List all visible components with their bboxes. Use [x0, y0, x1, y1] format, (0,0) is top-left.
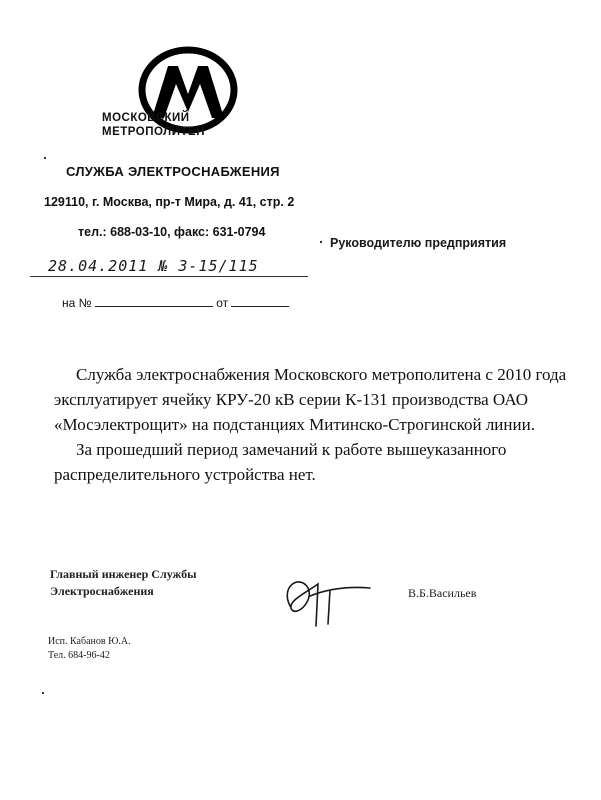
body-paragraph-2: За прошедший период замечаний к работе вышеуказанного распределительного устройства нет.: [54, 440, 507, 484]
service-name: СЛУЖБА ЭЛЕКТРОСНАБЖЕНИЯ: [66, 164, 280, 179]
address: 129110, г. Москва, пр-т Мира, д. 41, стр. 2: [44, 195, 295, 209]
executor-name: Исп. Кабанов Ю.А.: [48, 636, 131, 647]
scan-speck: [42, 692, 44, 694]
reference-underline: [30, 276, 308, 277]
incoming-reference-line: [62, 294, 289, 310]
executor-phone: Тел. 684-96-42: [48, 650, 110, 661]
signer-title-line2: Электроснабжения: [50, 584, 154, 598]
from-date-label: от: [216, 296, 229, 310]
letter-body: [54, 362, 574, 487]
scan-speck: [44, 157, 46, 159]
org-name-line2: МЕТРОПОЛИТЕН: [102, 126, 205, 138]
body-paragraph-1: Служба электроснабжения Московского метрополитена с 2010 года эксплуатирует ячейку КРУ-20 кВ серии К-131 производства ОАО «Мосэлектрощит» на подстанциях Митинско-Строгинской линии.: [54, 365, 567, 434]
outgoing-reference-handwritten: 28.04.2011 № 3-15/115: [48, 257, 259, 275]
on-number-label: на №: [62, 296, 92, 310]
scan-speck: [320, 241, 322, 243]
recipient: Руководителю предприятия: [330, 236, 507, 250]
phones: тел.: 688-03-10, факс: 631-0794: [78, 225, 266, 239]
signer-name: В.Б.Васильев: [408, 586, 477, 600]
from-date-blank: [231, 294, 289, 307]
handwritten-signature-icon: [270, 566, 380, 636]
org-name-line1: МОСКОВСКИЙ: [102, 112, 190, 124]
on-number-blank: [95, 294, 213, 307]
signer-title-line1: Главный инженер Службы: [50, 567, 197, 581]
